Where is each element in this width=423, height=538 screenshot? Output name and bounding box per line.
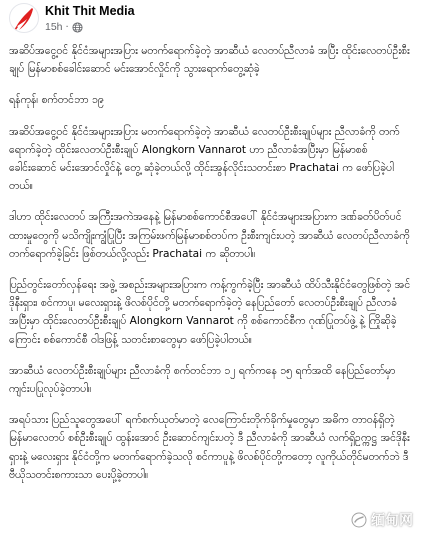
post-headline: အဆိပ်အငွေ့ဝင် နိုင်ငံအများအပြား မတက်ရောက်ခဲ့တဲ့ အာဆီယံ လေတပ်ညီလာခံ အပြီး ထိုင်းလေတပ်ဦးစီးချုပ် မြန်မာစစ်ခေါင်းဆောင် မင်းအောင်လှိုင်ကို သွားရောက်တွေ့ဆုံခဲ့	[9, 45, 410, 76]
post-paragraph: ဒါဟာ ထိုင်းလေတပ် အကြီးအကဲအနေနဲ့ မြန်မာစစ်ကောင်စီအပေါ် နိုင်ငံအများအပြားက ဒဏ်ခတ်ပိတ်ပင်ထားမှုတွေကို မသိကျိုးကျွံပြုပြီး အကြမ်းဖက်မြန်မာစစ်တပ်က ဦးစီးကျင်းပတဲ့ အာဆီယံ လေတပ်ညီလာခံကို တက်ရောက်ခဲ့ခြင်း ဖြစ်တယ်လို့လည်း Prachatai က ဆိုတာပါ။	[9, 211, 410, 260]
post-time[interactable]: 15h	[45, 21, 63, 33]
watermark-text: 缅甸网	[371, 513, 413, 529]
watermark	[351, 510, 413, 530]
post-paragraph: ပြည်တွင်းတော်လှန်ရေး အဖွဲ့ အစည်းအများအပြားက ကန့်ကွက်ခဲ့ပြီး အာဆီယံ ထိပ်သီးနိုင်ငံတွေဖြစ်တဲ့ အင်ဒိုနီးရှား၊ စင်ကာပူ၊ မလေးရှားနဲ့ ဖိလစ်ပိုင်တို့ မတက်ရောက်ခဲ့တဲ့ နေပြည်တော် လေတပ်ဦးစီးချုပ် ညီလာခံအပြီးမှာ ထိုင်းလေတပ်ဦးစီးချုပ် Alongkorn Vannarot ကို စစ်ကောင်စီက ဂုဏ်ပြုတပ်ဖွဲ့ နဲ့ ကြိုဆိုခဲ့ကြောင်း စစ်ကောင်စီ ဝါဒဖြန့် သတင်းစာတွေမှာ ဖော်ပြခဲ့ပါတယ်။	[9, 279, 411, 346]
post-meta	[45, 20, 83, 34]
page-name-link[interactable]: Khit Thit Media	[45, 4, 135, 18]
post-paragraph: အရပ်သား ပြည်သူတွေအပေါ် ရက်စက်ယုတ်မာတဲ့ လေကြောင်းတိုက်ခိုက်မှုတွေမှာ အဓိက တာဝန်ရှိတဲ့ မြန်မာလေတပ် စစ်ဦးစီးချုပ် ထွန်းအောင် ဦးဆောင်ကျင်းပတဲ့ ဒီ ညီလာခံကို အာဆီယံ လက်ရှိဥက္ကဋ္ဌ အင်ဒိုနီးရှားနဲ့ မလေးရှား နိုင်ငံတို့က မတက်ရောက်ခဲ့သလို စင်ကာပူနဲ့ ဖိလစ်ပိုင်တို့ကတော့ လူကိုယ်တိုင်မတက်ဘဲ ဒီဗီယိုသတင်းစကားသာ ပေးပို့ခဲ့တာပါ။	[9, 414, 410, 481]
globe-icon	[72, 22, 83, 33]
post-body	[9, 42, 414, 484]
post-dateline: ရန်ကုန်၊ စက်တင်ဘာ ၁၉	[9, 94, 104, 107]
post-paragraph: အာဆီယံ လေတပ်ဦးစီးချုပ်များ ညီလာခံကို စက်တင်ဘာ ၁၂ ရက်ကနေ ၁၅ ရက်အထိ နေပြည်တော်မှာ ကျင်းပပြုလုပ်ခဲ့တာပါ။	[9, 364, 396, 396]
khit-thit-logo-icon	[10, 4, 39, 33]
watermark-logo-icon	[351, 512, 367, 528]
post-header	[0, 0, 423, 40]
post-paragraph: အဆိပ်အငွေ့ဝင် နိုင်ငံအများအပြား မတက်ရောက်ခဲ့တဲ့ အာဆီယံ လေတပ်ဦးစီးချုပ်များ ညီလာခံကို တက်ရောက်ခဲ့တဲ့ ထိုင်းလေတပ်ဦးစီးချုပ် Alongkorn Vannarot ဟာ ညီလာခံအပြီးမှာ မြန်မာစစ်ခေါင်းဆောင် မင်းအောင်လှိုင်နဲ့ တွေ့ ဆုံခဲ့တယ်လို့ ထိုင်းအွန်လိုင်းသတင်းစာ Prachatai က ဖော်ပြခဲ့ပါတယ်။	[9, 125, 400, 193]
meta-separator: ·	[65, 21, 69, 33]
page-avatar[interactable]	[9, 3, 39, 33]
